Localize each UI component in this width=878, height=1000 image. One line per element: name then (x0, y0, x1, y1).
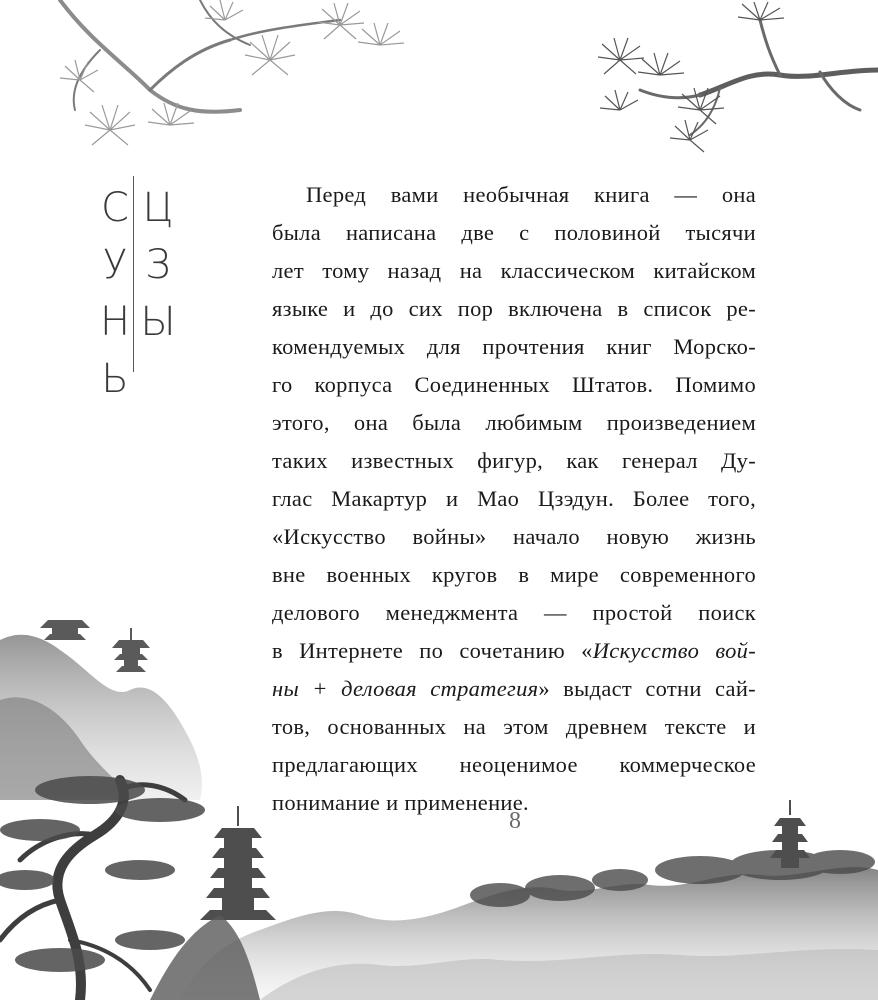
body-paragraph (272, 176, 756, 822)
text-line: глас Макартур и Мао Цзэдун. Более того, (272, 486, 756, 511)
pagoda-left-small (112, 628, 150, 672)
text-line: тов, основанных на этом древнем тексте и (272, 714, 756, 739)
pagoda-tall (200, 806, 276, 920)
text-line: вне военных кругов в мире современного (272, 562, 756, 587)
author-letter: У (102, 242, 128, 288)
text-line: делового менеджмента — простой поиск (272, 600, 756, 625)
author-letter: З (145, 242, 171, 288)
text-line: предлагающих неоценимое коммерческое (272, 752, 756, 777)
text-line: языке и до сих пор включена в список ре- (272, 296, 756, 321)
author-letter: С (101, 185, 129, 231)
text-line: комендуемых для прочтения книг Морско- (272, 334, 756, 359)
text-line: в Интернете по сочетанию «Искусство вой- (272, 638, 756, 663)
text-line: ны + деловая стратегия» выдаст сотни сай- (272, 676, 756, 701)
italic-phrase: ны + деловая стратегия (272, 676, 539, 701)
text-line: понимание и применение. (272, 790, 529, 815)
page-number: 8 (509, 808, 521, 834)
author-given-name-letters (138, 180, 178, 351)
author-letter: Ь (101, 356, 129, 402)
text-line: «Искусство войны» начало новую жизнь (272, 524, 756, 549)
pine-branch-top-right (640, 20, 878, 135)
pine-foliage-bottom-left (0, 776, 205, 972)
pine-branch-top-left (60, 0, 340, 112)
author-name-divider (133, 176, 134, 372)
text-line: лет тому назад на классическом китайском (272, 258, 756, 283)
author-letter: Ц (142, 185, 174, 231)
pagoda-right (770, 800, 810, 868)
author-letter: Ы (140, 299, 176, 345)
text-line: этого, она была любимым произведением (272, 410, 756, 435)
author-letter: Н (99, 299, 131, 345)
text-line: го корпуса Соединенных Штатов. Помимо (272, 372, 756, 397)
pagoda-left-top (40, 620, 90, 640)
text-line: таких известных фигур, как генерал Ду- (272, 448, 756, 473)
text-line: была написана две с половиной тысячи (272, 220, 756, 245)
pine-needles-top-left (60, 0, 404, 145)
text-line: Перед вами необычная книга — она (306, 182, 756, 207)
left-cliff-mountains (0, 635, 202, 800)
italic-phrase: Искусство вой- (592, 638, 756, 663)
author-surname-letters (95, 180, 135, 408)
